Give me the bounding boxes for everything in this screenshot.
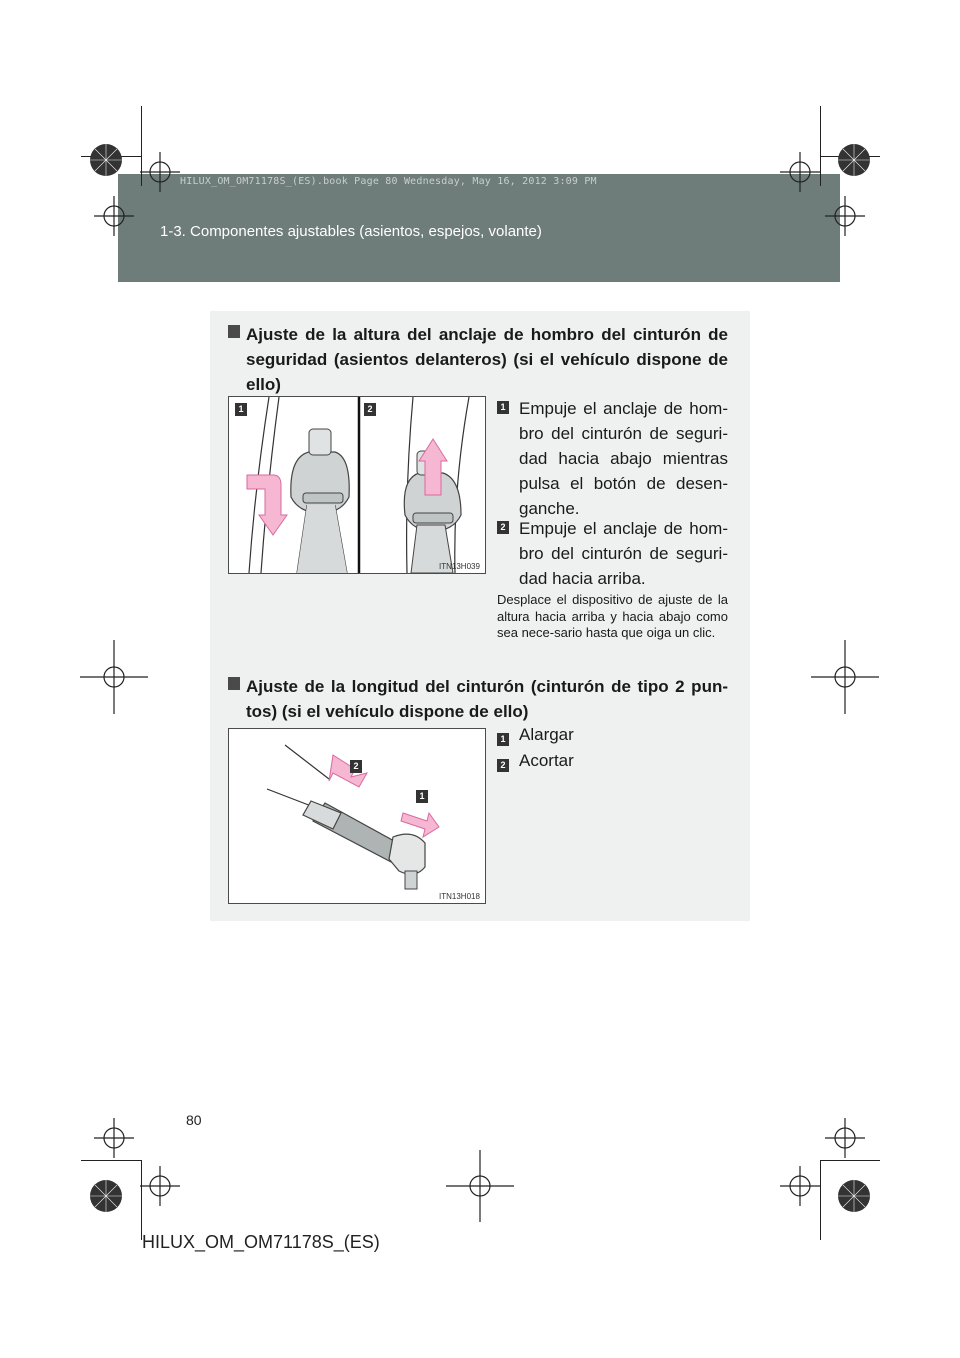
print-stamp: HILUX_OM_OM71178S_(ES).book Page 80 Wednesday, May 16, 2012 3:09 PM (180, 176, 597, 187)
figure-code: ITN13H039 (439, 562, 480, 571)
step-number-badge: 1 (497, 401, 509, 414)
section-heading-text: Ajuste de la altura del anclaje de hombro del cinturón de seguridad (asientos delanteros) (si el vehículo dispone de ello) (246, 325, 728, 394)
step-1-text: Empuje el anclaje de hom-bro del cinturón de seguri-dad hacia abajo mientras pulsa el botón de desen-ganche. (519, 399, 728, 518)
step-number-badge: 1 (497, 733, 509, 746)
figure-label-2: 2 (350, 760, 362, 773)
step-lengthen-text: Alargar (519, 725, 574, 744)
figure-label-1: 1 (416, 790, 428, 803)
document-code: HILUX_OM_OM71178S_(ES) (142, 1232, 380, 1252)
step-2-text: Empuje el anclaje de hom-bro del cinturón de seguri-dad hacia arriba. (519, 519, 728, 588)
section-heading-text: Ajuste de la longitud del cinturón (cinturón de tipo 2 pun-tos) (si el vehículo dispone de ello) (246, 677, 728, 721)
figure-label-1: 1 (235, 403, 247, 416)
page-number: 80 (186, 1112, 202, 1128)
figure-code: ITN13H018 (439, 892, 480, 901)
step-shorten-text: Acortar (519, 751, 574, 770)
step-number-badge: 2 (497, 759, 509, 772)
section-header-title: 1-3. Componentes ajustables (asientos, espejos, volante) (160, 223, 542, 240)
step-number-badge: 2 (497, 521, 509, 534)
figure-label-2: 2 (364, 403, 376, 416)
adjustment-note: Desplace el dispositivo de ajuste de la altura hacia arriba y hacia abajo como sea nece-sario hasta que oiga un clic. (497, 592, 728, 640)
